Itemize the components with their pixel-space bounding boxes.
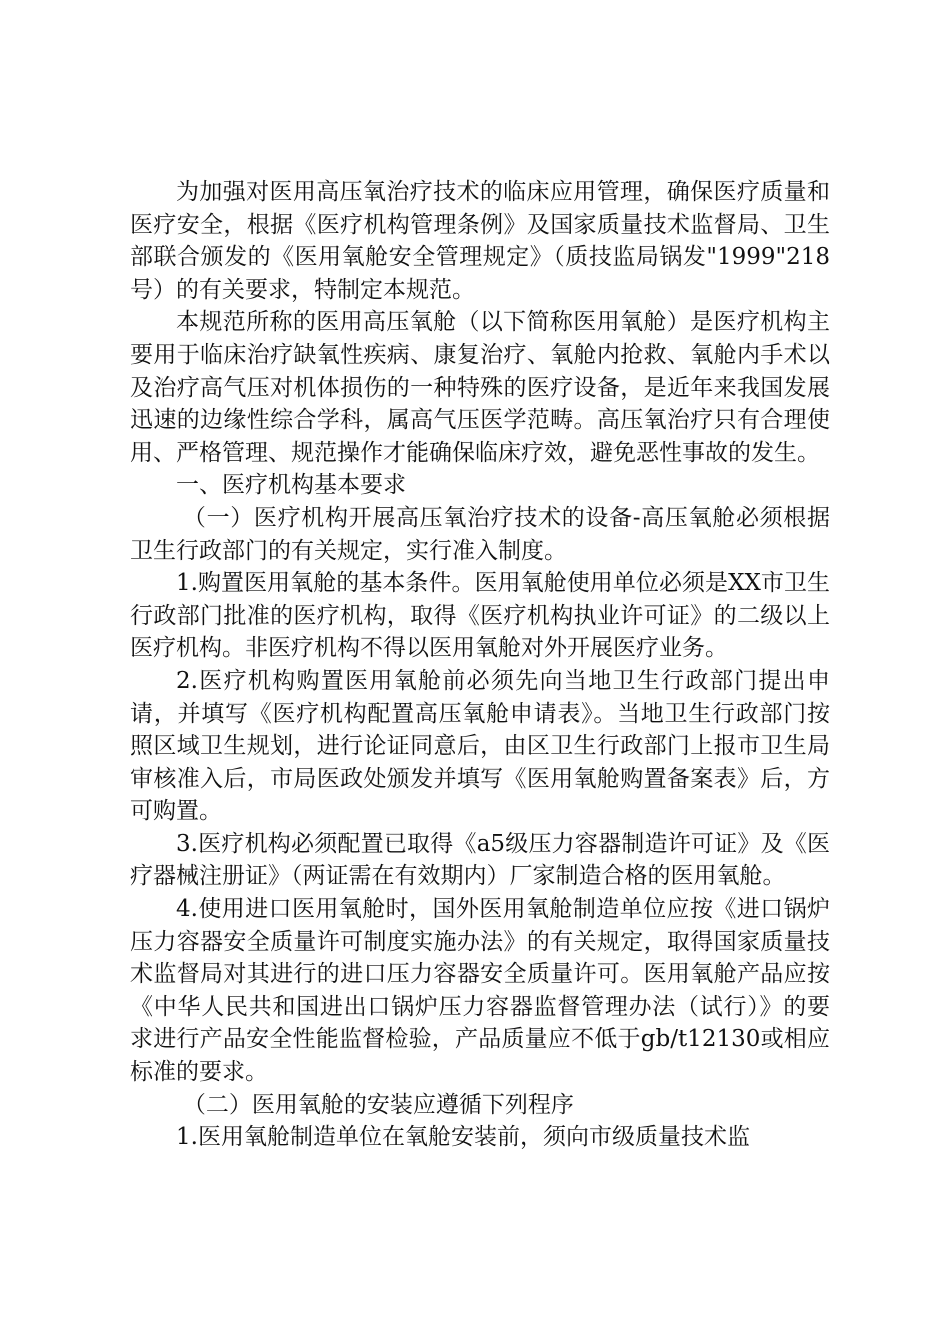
intro-paragraph: 为加强对医用高压氧治疗技术的临床应用管理，确保医疗质量和医疗安全，根据《医疗机构管理条例》及国家质量技术监督局、卫生部联合颁发的《医用氧舱安全管理规定》（质技监局锅发"1999"218号）的有关要求，特制定本规范。 xyxy=(130,179,830,303)
list-item-2: 2.医疗机构购置医用氧舱前必须先向当地卫生行政部门提出申请，并填写《医疗机构配置高压氧舱申请表》。当地卫生行政部门按照区域卫生规划，进行论证同意后，由区卫生行政部门上报市卫生局审核准入后，市局医政处颁发并填写《医用氧舱购置备案表》后，方可购置。 xyxy=(130,667,830,825)
document-body xyxy=(130,176,830,1154)
list-item-4: 4.使用进口医用氧舱时，国外医用氧舱制造单位应按《进口锅炉压力容器安全质量许可制度实施办法》的有关规定，取得国家质量技术监督局对其进行的进口压力容器安全质量许可。医用氧舱产品应按《中华人民共和国进出口锅炉压力容器监督管理办法（试行）》的要求进行产品安全性能监督检验，产品质量应不低于gb/t12130或相应标准的要求。 xyxy=(130,896,830,1086)
list-item-5: 1.医用氧舱制造单位在氧舱安装前，须向市级质量技术监 xyxy=(176,1124,750,1151)
section-heading-1: 一、医疗机构基本要求 xyxy=(176,472,406,499)
definition-paragraph: 本规范所称的医用高压氧舱（以下简称医用氧舱）是医疗机构主要用于临床治疗缺氧性疾病、康复治疗、氧舱内抢救、氧舱内手术以及治疗高气压对机体损伤的一种特殊的医疗设备，是近年来我国发展迅速的边缘性综合学科，属高气压医学范畴。高压氧治疗只有合理使用、严格管理、规范操作才能确保临床疗效，避免恶性事故的发生。 xyxy=(130,309,830,466)
list-item-1: 1.购置医用氧舱的基本条件。医用氧舱使用单位必须是XX市卫生行政部门批准的医疗机构，取得《医疗机构执业许可证》的二级以上医疗机构。非医疗机构不得以医用氧舱对外开展医疗业务。 xyxy=(130,570,830,662)
list-item-3: 3.医疗机构必须配置已取得《a5级压力容器制造许可证》及《医疗器械注册证》（两证需在有效期内）厂家制造合格的医用氧舱。 xyxy=(130,830,830,890)
subsection-heading-2: （二）医用氧舱的安装应遵循下列程序 xyxy=(182,1091,574,1118)
subsection-heading-1: （一）医疗机构开展高压氧治疗技术的设备-高压氧舱必须根据卫生行政部门的有关规定，实行准入制度。 xyxy=(130,504,830,564)
